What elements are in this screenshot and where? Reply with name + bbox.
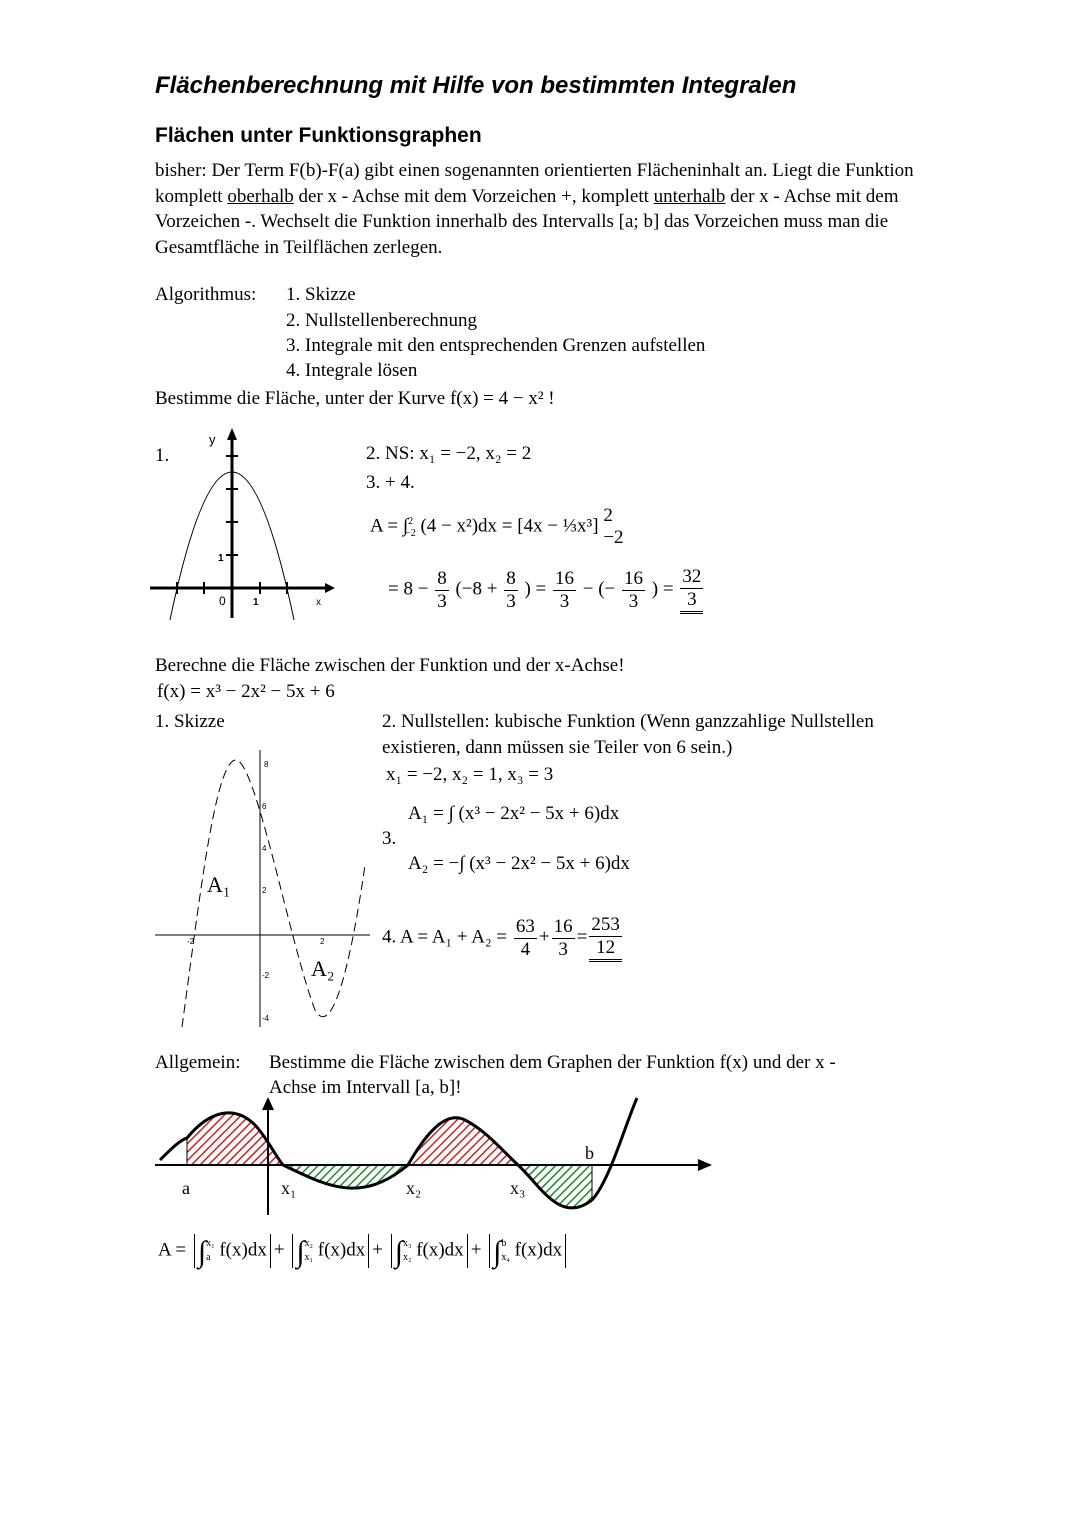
label-A2: A₂ [311, 956, 335, 981]
upper: x₁ [206, 1238, 215, 1249]
label-x1: x₁ [281, 1178, 297, 1198]
fraction-63-4 [514, 916, 537, 961]
intro-text-2: der x - Achse mit dem Vorzeichen +, komplett [293, 185, 654, 207]
calc-minus: − (− [582, 578, 616, 600]
integral-sign: ∫ [493, 1235, 502, 1269]
den: 3 [558, 938, 568, 960]
section-title: Flächen unter Funktionsgraphen [155, 124, 482, 147]
fraction-8-3-a [435, 568, 449, 613]
x-axis-arrow [325, 583, 335, 593]
intro-underline-oberhalb: oberhalb [227, 185, 294, 207]
lower: x₂ [402, 1252, 412, 1263]
lower: x₁ [304, 1252, 314, 1263]
tick-m4: -4 [262, 1014, 270, 1023]
num: 16 [555, 567, 574, 589]
num: 16 [624, 567, 644, 589]
fraction-result-253-12 [589, 914, 622, 962]
integral-lower: −2 [405, 528, 416, 540]
general-line2: Achse im Intervall [a, b]! [269, 1077, 462, 1098]
fraction-16-3 [552, 916, 575, 961]
a1-right: (x³ − 2x² − 5x + 6)dx [458, 803, 620, 824]
plus-1: + [273, 1239, 285, 1261]
integral-sign: ∫ [394, 1235, 403, 1269]
x-label: x [316, 597, 321, 608]
plus-2: + [372, 1239, 383, 1261]
page-title: Flächenberechnung mit Hilfe von bestimmten Integralen [155, 72, 797, 99]
example2-function: f(x) = x³ − 2x² − 5x + 6 [157, 681, 335, 702]
integral-upper: 2 [408, 516, 414, 528]
plus-3: + [470, 1239, 482, 1261]
fraction-16-3-a [553, 568, 576, 613]
den: 3 [680, 589, 703, 614]
term-2: f(x)dx [317, 1239, 366, 1261]
example2-a2 [408, 853, 630, 875]
algorithm-step-3: 3. Integrale mit den entsprechenden Grenzen aufstellen [286, 335, 706, 356]
tick-x-m2: -2 [187, 937, 195, 946]
den: 3 [559, 590, 570, 612]
lower: a [206, 1252, 211, 1263]
upper: b [501, 1238, 507, 1249]
example1-calculation [388, 566, 705, 614]
bracket-limits [603, 505, 623, 549]
algorithm-label: Algorithmus: [155, 284, 257, 305]
limits-3 [403, 1237, 412, 1265]
den: 3 [628, 590, 639, 612]
algorithm-step-4: 4. Integrale lösen [286, 360, 418, 381]
intro-paragraph [155, 158, 975, 260]
example1-task-text: Bestimme die Fläche, unter der Kurve [155, 388, 446, 409]
step4-label: 4. A = A₁ + A₂ = [382, 926, 508, 948]
algorithm-step-1: 1. Skizze [286, 284, 356, 305]
tick-8: 8 [264, 760, 269, 769]
a2-right: (x³ − 2x² − 5x + 6)dx [469, 853, 630, 874]
label-a: a [182, 1178, 190, 1198]
abs-bar [489, 1234, 490, 1268]
example2-roots: x₁ = −2, x₂ = 1, x₃ = 3 [386, 764, 554, 785]
algorithm-step-2: 2. Nullstellenberechnung [286, 310, 478, 331]
tick-2: 2 [262, 886, 267, 895]
tick-label-x1: 1 [253, 597, 259, 608]
general-line1: Bestimme die Fläche zwischen dem Graphen der Funktion f(x) und der x - [269, 1052, 836, 1073]
tick-label-y1: 1 [218, 553, 224, 564]
example1-task [155, 388, 555, 410]
den: 3 [506, 590, 516, 612]
x-axis-arrow [698, 1159, 712, 1171]
num: 253 [591, 914, 620, 935]
example1-step1: 1. [155, 445, 170, 466]
limits-1 [206, 1237, 215, 1265]
calc-eq2: ) = [651, 578, 674, 600]
term-1: f(x)dx [219, 1239, 267, 1261]
example1-function: f(x) = 4 − x² ! [449, 388, 555, 409]
abs-bar [391, 1234, 392, 1268]
parabola-graph [145, 428, 340, 623]
example2-a1 [408, 803, 619, 825]
a2-left: A₂ = −∫ [408, 853, 465, 874]
label-x3: x₃ [510, 1178, 526, 1198]
example2-ns-line1: 2. Nullstellen: kubische Funktion (Wenn ganzzahlige Nullstellen [382, 711, 874, 732]
intro-underline-unterhalb: unterhalb [653, 185, 726, 207]
label-b: b [585, 1143, 594, 1163]
den: 3 [437, 590, 447, 612]
intro-text-3: der x - Achse mit dem Vorzeichen -. Wechselt die Funktion innerhalb des Intervalls [a; b] das Vorzeichen muss man die Gesamtfläche in Teilflächen zerlegen. [155, 185, 899, 258]
y-axis-arrow [262, 1097, 274, 1110]
general-formula [158, 1234, 569, 1269]
abs-bar [270, 1234, 271, 1268]
intro-text-1: bisher: Der Term F(b)-F(a) gibt einen sogenannten orientierten Flächeninhalt an. Liegt die Funktion komplett [155, 160, 914, 207]
y-label: y [209, 432, 216, 447]
example2-skizze: 1. Skizze [155, 711, 225, 732]
example2-ns-line2: existieren, dann müssen sie Teiler von 6 sein.) [382, 737, 733, 758]
abs-bar [467, 1234, 468, 1268]
calc-eq1: ) = [524, 578, 547, 600]
label-x2: x₂ [406, 1178, 422, 1198]
label-A1: A₁ [207, 872, 231, 897]
fraction-result-32-3 [680, 566, 703, 614]
num: 8 [437, 567, 447, 589]
integral-sign: ∫ [296, 1235, 305, 1269]
example2-step4: 4. A = A₁ + A₂ = $\frac{63}{4}$ + $\frac{16}{3}$ = $\frac{253}{12}$ [382, 914, 624, 962]
integral-sign: ∫ [197, 1235, 207, 1269]
y-axis-arrow [227, 428, 237, 440]
limits-2 [305, 1237, 314, 1265]
term-3: f(x)dx [416, 1239, 464, 1261]
example1-zeros: 2. NS: x₁ = −2, x₂ = 2 [366, 443, 532, 464]
limits-4 [501, 1237, 510, 1265]
bracket-lower: −2 [603, 527, 624, 548]
den: 4 [520, 938, 531, 960]
fraction-16-3-b [622, 568, 645, 613]
example2-task: Berechne die Fläche zwischen der Funktion und der x-Achse! [155, 655, 625, 676]
tick-6: 6 [262, 802, 267, 811]
abs-bar [194, 1234, 195, 1268]
tick-x-2: 2 [320, 937, 325, 946]
abs-bar [368, 1234, 369, 1268]
origin-label: 0 [219, 594, 226, 608]
a1-left: A₁ = ∫ [408, 803, 454, 824]
fraction-8-3-b [504, 568, 518, 613]
num: 16 [553, 915, 573, 937]
general-area-graph [150, 1095, 720, 1225]
example2-step3: 3. [382, 828, 397, 849]
integrand: (4 − x²)dx = [420, 515, 513, 537]
den: 12 [589, 937, 622, 962]
antiderivative: [4x − ⅓x³] [517, 515, 599, 537]
tick-m2: -2 [262, 971, 270, 980]
tick-4: 4 [262, 844, 267, 853]
abs-bar [565, 1234, 566, 1268]
abs-bar [292, 1234, 293, 1268]
formula-A: A = [158, 1239, 187, 1261]
example1-step34: 3. + 4. [366, 472, 415, 493]
example1-integral [370, 505, 624, 549]
integral-label: A = ∫ [370, 515, 409, 537]
lower: x₄ [501, 1252, 510, 1263]
upper: x₂ [304, 1238, 314, 1249]
num: 63 [515, 915, 535, 937]
num: 32 [682, 566, 702, 587]
general-label: Allgemein: [155, 1052, 241, 1073]
bracket-upper: 2 [603, 505, 613, 526]
num: 8 [506, 567, 516, 589]
cubic-graph [150, 745, 375, 1030]
calc-start: = 8 − [388, 578, 429, 600]
upper: x₃ [402, 1238, 412, 1249]
term-4: f(x)dx [514, 1239, 563, 1261]
calc-mid: (−8 + [455, 578, 498, 600]
